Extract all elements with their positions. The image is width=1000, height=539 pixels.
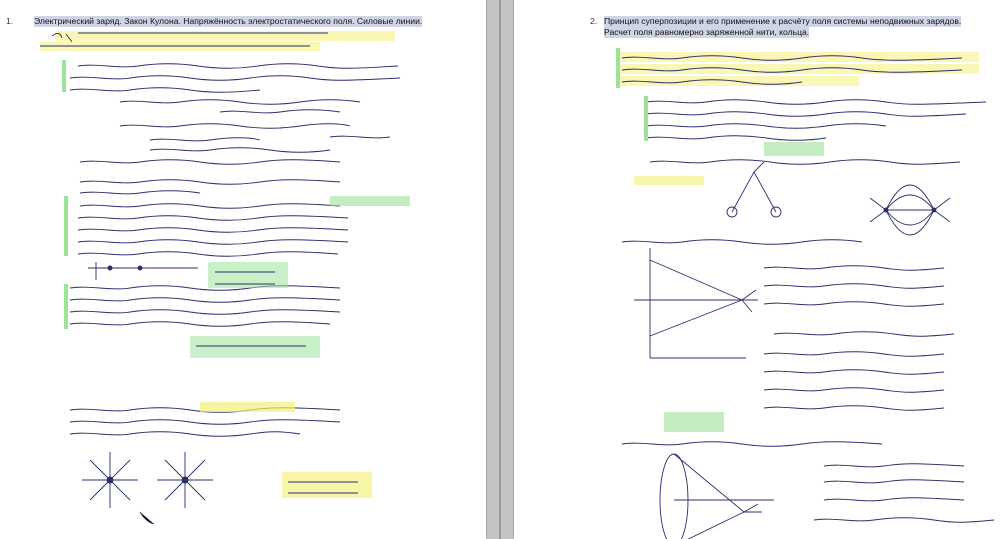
formula-ink	[196, 272, 358, 493]
heading-text-line-1: Принцип суперпозиции и его применение к расчёту поля системы неподвижных зарядов.	[604, 16, 962, 26]
document-page-left[interactable]	[0, 0, 486, 539]
marker-highlight	[200, 402, 295, 412]
margin-marker	[644, 96, 648, 141]
handwriting-paragraphs	[622, 56, 994, 523]
coulomb-diagram	[88, 262, 198, 280]
margin-marker	[64, 284, 68, 329]
heading-text: Электрический заряд. Закон Кулона. Напряжённость электростатического поля. Силовые линии.	[34, 16, 423, 26]
handwriting-paragraphs	[70, 64, 400, 437]
dipole-field-diagram	[870, 185, 950, 235]
formula-box-field	[190, 336, 320, 358]
charged-thread-diagram	[634, 248, 758, 358]
title-highlight-2	[40, 42, 320, 51]
heading-number: 2.	[590, 16, 598, 26]
charged-ring-diagram	[660, 454, 774, 539]
gutter-divider	[499, 0, 501, 539]
margin-marker	[616, 48, 620, 88]
marker-highlight	[330, 196, 410, 206]
document-page-right[interactable]	[514, 0, 1000, 539]
handwritten-notes-right	[514, 0, 1000, 539]
title-highlight-2	[619, 64, 979, 74]
title-highlight-3	[619, 76, 859, 86]
field-lines-diagram	[82, 452, 213, 524]
formula-box-lines	[282, 472, 372, 498]
title-highlight	[619, 52, 979, 62]
superposition-diagram	[727, 162, 781, 217]
title-highlight	[55, 31, 395, 41]
margin-marker	[62, 60, 66, 92]
margin-marker	[64, 196, 68, 256]
formula-box-answer	[664, 412, 724, 432]
heading-number: 1.	[6, 16, 14, 26]
heading-text-line-2: Расчет поля равномерно заряженной нити, кольца.	[604, 27, 810, 37]
formula-box-superposition	[764, 142, 824, 156]
handwritten-notes-left	[0, 0, 486, 539]
marker-highlight	[634, 176, 704, 185]
